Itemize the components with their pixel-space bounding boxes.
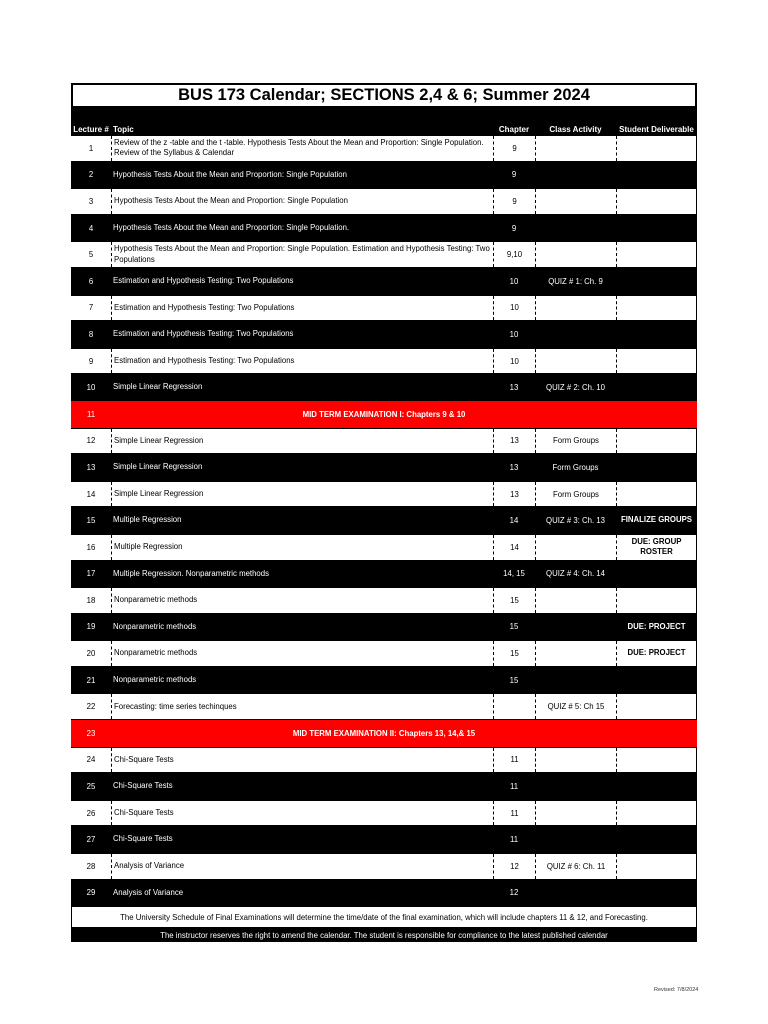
deliverable-cell	[616, 588, 697, 613]
table-row	[71, 374, 697, 401]
exam-row	[71, 720, 697, 747]
lecture-number: 16	[86, 542, 96, 552]
topic-cell: Simple Linear Regression	[113, 382, 203, 392]
chapter-cell: 12	[493, 854, 535, 879]
activity-cell	[535, 535, 616, 560]
lecture-number: 9	[88, 356, 94, 366]
deliverable-cell	[616, 374, 697, 401]
deliverable-cell: FINALIZE GROUPS	[620, 515, 693, 525]
deliverable-cell	[616, 321, 697, 348]
topic-cell: Chi-Square Tests	[111, 748, 493, 773]
table-row	[71, 321, 697, 348]
deliverable-cell	[616, 136, 697, 161]
activity-cell	[535, 748, 616, 773]
chapter-cell: 15	[509, 675, 519, 685]
activity-cell	[535, 321, 616, 348]
table-row	[71, 481, 697, 508]
deliverable-cell	[616, 667, 697, 694]
deliverable-cell	[616, 454, 697, 481]
chapter-cell: 13	[493, 482, 535, 507]
chapter-cell: 9	[493, 189, 535, 214]
deliverable-cell	[616, 215, 697, 242]
chapter-cell: 13	[509, 462, 519, 472]
exam-label: MID TERM EXAMINATION I: Chapters 9 & 10	[302, 409, 466, 419]
chapter-cell: 10	[493, 296, 535, 321]
table-row	[71, 162, 697, 189]
activity-cell: QUIZ # 2: Ch. 10	[546, 383, 605, 393]
table-row	[71, 534, 697, 561]
chapter-cell: 14, 15	[503, 569, 525, 579]
table-row	[71, 880, 697, 907]
deliverable-cell	[616, 189, 697, 214]
activity-cell: QUIZ # 1: Ch. 9	[548, 276, 603, 286]
topic-cell: Estimation and Hypothesis Testing: Two Populations	[113, 329, 294, 339]
table-row	[71, 268, 697, 295]
deliverable-cell	[616, 349, 697, 374]
topic-cell: Multiple Regression. Nonparametric methods	[113, 568, 270, 578]
lecture-number: 3	[88, 196, 94, 206]
lecture-number: 10	[86, 383, 96, 393]
deliverable-cell	[616, 482, 697, 507]
topic-cell: Forecasting: time series techinques	[111, 694, 493, 719]
calendar-table	[71, 111, 697, 906]
deliverable-cell	[616, 773, 697, 800]
table-row	[71, 454, 697, 481]
activity-cell: Form Groups	[535, 429, 616, 454]
deliverable-cell	[616, 296, 697, 321]
activity-cell	[535, 349, 616, 374]
header-activity: Class Activity	[549, 125, 602, 134]
chapter-cell: 14	[509, 516, 519, 526]
chapter-cell: 11	[509, 782, 519, 792]
chapter-cell: 9	[493, 136, 535, 161]
activity-cell	[535, 588, 616, 613]
table-row	[71, 693, 697, 720]
deliverable-cell	[616, 561, 697, 588]
deliverable-cell	[616, 880, 697, 907]
lecture-number: 27	[86, 835, 96, 845]
table-row	[71, 826, 697, 853]
topic-cell: Estimation and Hypothesis Testing: Two Populations	[111, 349, 493, 374]
chapter-cell: 15	[509, 622, 519, 632]
activity-cell	[535, 215, 616, 242]
topic-cell: Hypothesis Tests About the Mean and Proportion: Single Population. Estimation and Hypothesis Testing: Two Populations	[111, 242, 493, 267]
chapter-cell: 13	[493, 429, 535, 454]
lecture-number: 25	[86, 782, 96, 792]
table-row	[71, 640, 697, 667]
topic-cell: Multiple Regression	[111, 535, 493, 560]
lecture-number: 22	[86, 702, 96, 712]
activity-cell	[535, 880, 616, 907]
table-row	[71, 348, 697, 375]
table-row	[71, 853, 697, 880]
deliverable-cell: DUE: PROJECT	[627, 621, 686, 631]
chapter-cell: 11	[509, 835, 519, 845]
lecture-number: 11	[86, 409, 96, 419]
header-topic: Topic	[113, 125, 134, 134]
table-row	[71, 587, 697, 614]
chapter-cell: 11	[493, 748, 535, 773]
topic-cell: Nonparametric methods	[113, 621, 197, 631]
activity-cell: QUIZ # 4: Ch. 14	[546, 569, 605, 579]
topic-cell: Hypothesis Tests About the Mean and Proportion: Single Population	[113, 169, 347, 179]
exam-label: MID TERM EXAMINATION II: Chapters 13, 14,& 15	[292, 728, 476, 738]
topic-cell: Analysis of Variance	[113, 887, 184, 897]
table-row	[71, 561, 697, 588]
lecture-number: 1	[88, 143, 94, 153]
table-row	[71, 215, 697, 242]
deliverable-cell	[616, 268, 697, 295]
deliverable-cell	[616, 694, 697, 719]
table-row	[71, 241, 697, 268]
chapter-cell	[493, 694, 535, 719]
topic-cell: Simple Linear Regression	[113, 462, 203, 472]
activity-cell: QUIZ # 3: Ch. 13	[546, 516, 605, 526]
activity-cell	[535, 826, 616, 853]
activity-cell	[535, 614, 616, 641]
deliverable-cell	[616, 801, 697, 826]
lecture-number: 23	[86, 728, 96, 738]
lecture-number: 8	[88, 329, 94, 339]
deliverable-cell	[616, 748, 697, 773]
topic-cell: Nonparametric methods	[113, 674, 197, 684]
topic-cell: Simple Linear Regression	[111, 482, 493, 507]
activity-cell	[535, 641, 616, 666]
table-row	[71, 507, 697, 534]
activity-cell	[535, 773, 616, 800]
topic-cell: Hypothesis Tests About the Mean and Proportion: Single Population.	[113, 222, 350, 232]
header-chapter: Chapter	[498, 125, 530, 134]
revised-date: Revised: 7/8/2024	[654, 987, 699, 993]
topic-cell: Estimation and Hypothesis Testing: Two Populations	[111, 296, 493, 321]
lecture-number: 14	[86, 489, 96, 499]
deliverable-cell	[616, 854, 697, 879]
topic-cell: Chi-Square Tests	[111, 801, 493, 826]
chapter-cell: 15	[493, 588, 535, 613]
activity-cell	[535, 242, 616, 267]
chapter-cell: 14	[493, 535, 535, 560]
page-title: BUS 173 Calendar; SECTIONS 2,4 & 6; Summer 2024	[71, 83, 697, 108]
activity-cell	[535, 162, 616, 189]
header-lecture: Lecture #	[73, 125, 109, 134]
topic-cell: Nonparametric methods	[111, 588, 493, 613]
activity-cell	[535, 801, 616, 826]
disclaimer-note: The instructor reserves the right to amend the calendar. The student is responsible for compliance to the latest published calendar	[71, 928, 697, 942]
table-row	[71, 747, 697, 774]
chapter-cell: 10	[509, 276, 519, 286]
topic-cell: Chi-Square Tests	[113, 834, 173, 844]
topic-cell: Nonparametric methods	[111, 641, 493, 666]
activity-cell: QUIZ # 5: Ch 15	[535, 694, 616, 719]
lecture-number: 4	[88, 223, 94, 233]
header-deliverable: Student Deliverable	[619, 125, 694, 134]
lecture-number: 15	[86, 516, 96, 526]
lecture-number: 13	[86, 462, 96, 472]
lecture-number: 29	[86, 888, 96, 898]
chapter-cell: 9,10	[493, 242, 535, 267]
table-row	[71, 188, 697, 215]
activity-cell	[535, 296, 616, 321]
deliverable-cell: DUE: PROJECT	[616, 641, 697, 666]
table-row	[71, 667, 697, 694]
calendar-sheet	[71, 83, 697, 942]
topic-cell: Chi-Square Tests	[113, 781, 173, 791]
deliverable-cell: DUE: GROUP ROSTER	[616, 535, 697, 560]
table-row	[71, 773, 697, 800]
lecture-number: 5	[88, 250, 94, 260]
chapter-cell: 11	[493, 801, 535, 826]
deliverable-cell	[616, 242, 697, 267]
lecture-number: 6	[88, 276, 94, 286]
lecture-number: 7	[88, 303, 94, 313]
activity-cell: Form Groups	[535, 482, 616, 507]
chapter-cell: 13	[509, 383, 519, 393]
lecture-number: 26	[86, 808, 96, 818]
activity-cell	[535, 136, 616, 161]
final-exam-note: The University Schedule of Final Examinations will determine the time/date of the final examination, which will include chapters 11 & 12, and Forecasting.	[71, 906, 697, 928]
deliverable-cell	[616, 162, 697, 189]
chapter-cell: 9	[511, 223, 517, 233]
table-body	[71, 135, 697, 906]
activity-cell	[535, 667, 616, 694]
exam-row	[71, 401, 697, 428]
chapter-cell: 15	[493, 641, 535, 666]
chapter-cell: 9	[511, 170, 517, 180]
activity-cell: QUIZ # 6: Ch. 11	[535, 854, 616, 879]
topic-cell: Analysis of Variance	[111, 854, 493, 879]
lecture-number: 21	[86, 675, 96, 685]
topic-cell: Estimation and Hypothesis Testing: Two Populations	[113, 276, 294, 285]
topic-cell: Review of the z -table and the t -table. Hypothesis Tests About the Mean and Proportion: Single Population. Review of the Syllabus & Calendar	[111, 136, 493, 161]
chapter-cell: 12	[509, 888, 519, 898]
lecture-number: 2	[88, 170, 94, 180]
lecture-number: 24	[86, 755, 96, 765]
activity-cell: Form Groups	[552, 462, 599, 472]
topic-cell: Multiple Regression	[113, 515, 182, 525]
chapter-cell: 10	[493, 349, 535, 374]
deliverable-cell	[616, 826, 697, 853]
table-row	[71, 295, 697, 322]
table-row	[71, 428, 697, 455]
lecture-number: 19	[86, 622, 96, 632]
lecture-number: 20	[86, 649, 96, 659]
table-row	[71, 800, 697, 827]
table-row	[71, 614, 697, 641]
lecture-number: 28	[86, 861, 96, 871]
table-header	[71, 111, 697, 135]
table-row	[71, 135, 697, 162]
deliverable-cell	[616, 429, 697, 454]
lecture-number: 18	[86, 595, 96, 605]
chapter-cell: 10	[509, 329, 519, 339]
activity-cell	[535, 189, 616, 214]
lecture-number: 17	[86, 569, 96, 579]
topic-cell: Simple Linear Regression	[111, 429, 493, 454]
topic-cell: Hypothesis Tests About the Mean and Proportion: Single Population	[111, 189, 493, 214]
lecture-number: 12	[86, 436, 96, 446]
